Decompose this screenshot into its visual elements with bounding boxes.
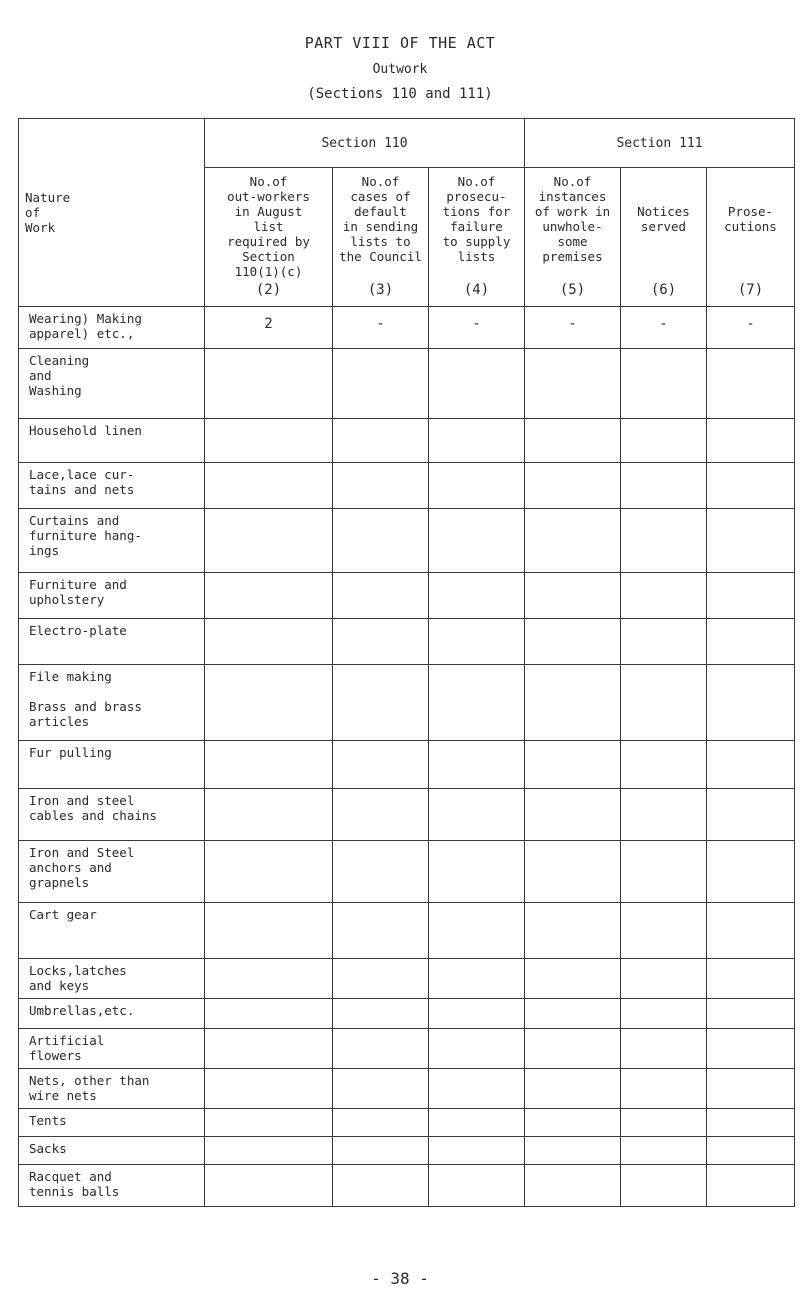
value-cell <box>621 419 707 463</box>
section-111-header: Section 111 <box>525 119 795 168</box>
value-cell: - <box>525 307 621 349</box>
value-cell <box>707 959 795 999</box>
column-header-6 <box>621 168 707 307</box>
value-cell <box>205 903 333 959</box>
column-header-7 <box>707 168 795 307</box>
value-cell <box>205 999 333 1029</box>
value-cell <box>525 463 621 509</box>
value-cell <box>621 1069 707 1109</box>
value-cell <box>707 789 795 841</box>
value-cell <box>333 1109 429 1137</box>
value-cell <box>205 619 333 665</box>
table-row <box>19 789 795 841</box>
value-cell <box>429 1069 525 1109</box>
table-row <box>19 509 795 573</box>
value-cell <box>205 789 333 841</box>
value-cell <box>621 1165 707 1207</box>
value-cell <box>205 1029 333 1069</box>
value-cell <box>525 841 621 903</box>
value-cell <box>205 1069 333 1109</box>
value-cell <box>333 999 429 1029</box>
value-cell <box>333 903 429 959</box>
table-row <box>19 573 795 619</box>
table-row <box>19 1165 795 1207</box>
table-row <box>19 903 795 959</box>
value-cell <box>205 665 333 741</box>
column-header-text: Notices served <box>637 204 690 234</box>
value-cell <box>525 1109 621 1137</box>
nature-of-work-cell: Cleaning and Washing <box>19 349 205 419</box>
nature-of-work-cell: Lace,lace cur- tains and nets <box>19 463 205 509</box>
column-header-3 <box>333 168 429 307</box>
value-cell <box>621 619 707 665</box>
value-cell <box>429 619 525 665</box>
value-cell <box>525 419 621 463</box>
value-cell <box>333 1069 429 1109</box>
value-cell <box>707 509 795 573</box>
value-cell <box>525 619 621 665</box>
value-cell <box>429 1029 525 1069</box>
page-number: - 38 - <box>371 1269 429 1288</box>
value-cell <box>205 1109 333 1137</box>
nature-of-work-cell: Iron and Steel anchors and grapnels <box>19 841 205 903</box>
value-cell <box>333 1029 429 1069</box>
value-cell: - <box>429 307 525 349</box>
value-cell <box>525 1029 621 1069</box>
value-cell <box>333 509 429 573</box>
value-cell <box>525 349 621 419</box>
value-cell <box>429 1137 525 1165</box>
table-row <box>19 1029 795 1069</box>
value-cell <box>333 573 429 619</box>
value-cell: - <box>707 307 795 349</box>
value-cell <box>621 841 707 903</box>
nature-of-work-cell: File making Brass and brass articles <box>19 665 205 741</box>
value-cell <box>429 419 525 463</box>
outwork-table <box>18 118 795 1207</box>
table-row <box>19 741 795 789</box>
value-cell <box>429 789 525 841</box>
value-cell <box>525 665 621 741</box>
page-title: PART VIII OF THE ACT <box>304 34 496 52</box>
value-cell <box>525 789 621 841</box>
value-cell <box>205 841 333 903</box>
value-cell <box>333 741 429 789</box>
value-cell <box>621 349 707 419</box>
value-cell <box>429 349 525 419</box>
nature-of-work-cell: Iron and steel cables and chains <box>19 789 205 841</box>
value-cell <box>621 789 707 841</box>
value-cell <box>333 419 429 463</box>
value-cell <box>429 1109 525 1137</box>
table-row <box>19 619 795 665</box>
column-header-text: No.of prosecu- tions for failure to supply lists <box>442 174 511 264</box>
nature-of-work-cell: Electro-plate <box>19 619 205 665</box>
column-number: (7) <box>737 282 764 298</box>
value-cell <box>333 959 429 999</box>
value-cell <box>621 741 707 789</box>
table-row <box>19 1137 795 1165</box>
nature-of-work-cell: Household linen <box>19 419 205 463</box>
value-cell <box>525 741 621 789</box>
value-cell <box>525 573 621 619</box>
column-header-text: No.of out-workers in August list required by Section 110(1)(c) <box>227 174 310 279</box>
value-cell <box>429 1165 525 1207</box>
table-row <box>19 665 795 741</box>
value-cell <box>621 463 707 509</box>
nature-of-work-cell: Fur pulling <box>19 741 205 789</box>
value-cell <box>205 509 333 573</box>
column-number: (2) <box>255 282 282 298</box>
value-cell <box>429 665 525 741</box>
value-cell: - <box>333 307 429 349</box>
value-cell <box>429 999 525 1029</box>
value-cell: 2 <box>205 307 333 349</box>
nature-of-work-header: Nature of Work <box>19 119 205 307</box>
page-subtitle: Outwork <box>372 62 428 77</box>
value-cell <box>621 1109 707 1137</box>
value-cell <box>525 1165 621 1207</box>
nature-of-work-cell: Cart gear <box>19 903 205 959</box>
nature-of-work-cell: Racquet and tennis balls <box>19 1165 205 1207</box>
value-cell <box>621 959 707 999</box>
value-cell <box>621 573 707 619</box>
value-cell <box>333 789 429 841</box>
value-cell <box>205 959 333 999</box>
nature-of-work-cell: Wearing) Making apparel) etc., <box>19 307 205 349</box>
table-row <box>19 349 795 419</box>
value-cell <box>525 1137 621 1165</box>
value-cell <box>707 1109 795 1137</box>
value-cell <box>333 463 429 509</box>
table-body <box>19 307 795 1207</box>
value-cell <box>333 349 429 419</box>
value-cell <box>429 509 525 573</box>
column-number: (5) <box>559 282 586 298</box>
value-cell <box>621 1029 707 1069</box>
nature-of-work-cell: Nets, other than wire nets <box>19 1069 205 1109</box>
nature-of-work-cell: Curtains and furniture hang- ings <box>19 509 205 573</box>
value-cell <box>429 959 525 999</box>
value-cell <box>621 665 707 741</box>
value-cell <box>707 741 795 789</box>
nature-of-work-cell: Furniture and upholstery <box>19 573 205 619</box>
value-cell <box>707 841 795 903</box>
nature-of-work-cell: Artificial flowers <box>19 1029 205 1069</box>
value-cell <box>707 665 795 741</box>
value-cell <box>621 903 707 959</box>
value-cell <box>707 463 795 509</box>
value-cell <box>333 841 429 903</box>
value-cell <box>707 1029 795 1069</box>
table-row <box>19 419 795 463</box>
nature-of-work-cell: Tents <box>19 1109 205 1137</box>
nature-of-work-cell: Sacks <box>19 1137 205 1165</box>
column-header-text: Prose- cutions <box>724 204 777 234</box>
value-cell <box>429 841 525 903</box>
value-cell <box>525 999 621 1029</box>
column-header-text: No.of cases of default in sending lists to the Council <box>339 174 422 264</box>
column-header-4 <box>429 168 525 307</box>
value-cell <box>707 1069 795 1109</box>
sections-subtitle: (Sections 110 and 111) <box>307 86 493 102</box>
table-row <box>19 959 795 999</box>
value-cell <box>707 573 795 619</box>
value-cell <box>707 1165 795 1207</box>
value-cell <box>205 741 333 789</box>
value-cell <box>205 1165 333 1207</box>
table-row <box>19 463 795 509</box>
value-cell: - <box>621 307 707 349</box>
column-number: (3) <box>367 282 394 298</box>
value-cell <box>707 349 795 419</box>
value-cell <box>333 1165 429 1207</box>
value-cell <box>525 959 621 999</box>
table-row <box>19 1109 795 1137</box>
table-row <box>19 307 795 349</box>
value-cell <box>205 1137 333 1165</box>
value-cell <box>333 1137 429 1165</box>
value-cell <box>621 509 707 573</box>
value-cell <box>707 999 795 1029</box>
value-cell <box>429 463 525 509</box>
value-cell <box>429 741 525 789</box>
column-number: (4) <box>463 282 490 298</box>
column-number: (6) <box>650 282 677 298</box>
value-cell <box>205 573 333 619</box>
value-cell <box>333 665 429 741</box>
column-header-2 <box>205 168 333 307</box>
nature-of-work-cell: Locks,latches and keys <box>19 959 205 999</box>
value-cell <box>621 1137 707 1165</box>
value-cell <box>525 509 621 573</box>
value-cell <box>525 1069 621 1109</box>
value-cell <box>707 1137 795 1165</box>
value-cell <box>621 999 707 1029</box>
section-110-header: Section 110 <box>205 119 525 168</box>
value-cell <box>429 573 525 619</box>
value-cell <box>707 903 795 959</box>
nature-of-work-cell: Umbrellas,etc. <box>19 999 205 1029</box>
column-header-text: No.of instances of work in unwhole- some premises <box>534 174 611 264</box>
value-cell <box>205 419 333 463</box>
table-row <box>19 841 795 903</box>
value-cell <box>707 419 795 463</box>
column-header-5 <box>525 168 621 307</box>
value-cell <box>205 463 333 509</box>
value-cell <box>707 619 795 665</box>
value-cell <box>333 619 429 665</box>
value-cell <box>525 903 621 959</box>
value-cell <box>205 349 333 419</box>
value-cell <box>429 903 525 959</box>
table-row <box>19 1069 795 1109</box>
table-row <box>19 999 795 1029</box>
